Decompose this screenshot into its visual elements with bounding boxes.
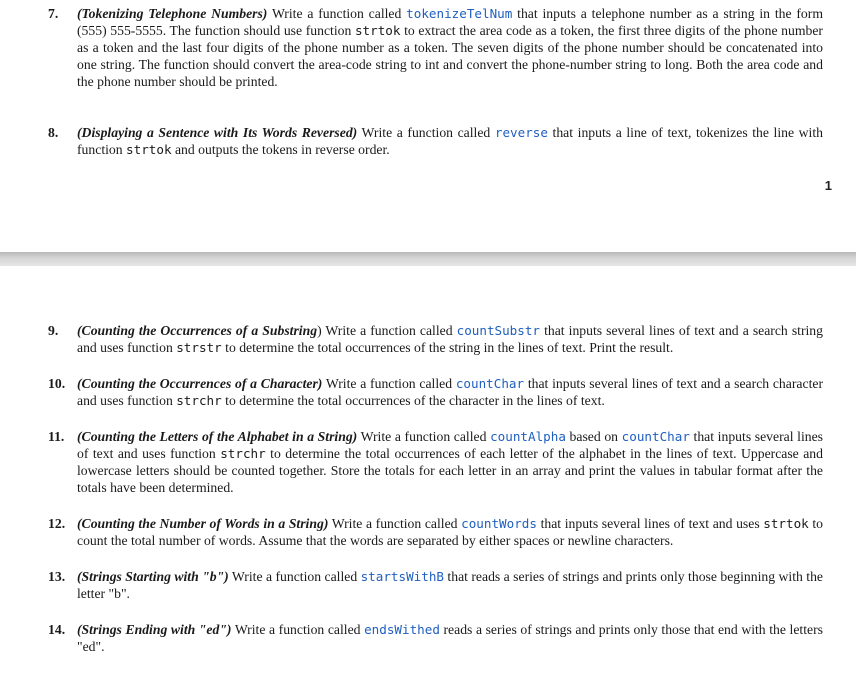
exercise-text: (Counting the Occurrences of a Substring) Write a function called countSubstr that inputs several lines of text and a search string and uses function strstr to determine the total occurrences of the string in the lines of text. Print the result. [77,323,823,355]
exercise-title: (Strings Starting with "b") [77,569,229,584]
exercise-number: 9. [48,323,59,338]
exercise-text: (Tokenizing Telephone Numbers) Write a function called tokenizeTelNum that inputs a telephone number as a string in the form (555) 555-5555. The function should use function strtok to extract the area code as a token, the first three digits of the phone number as a token and the last four digits of the phone number as a token. The seven digits of the phone number should be concatenated into one string. The function should convert the area-code string to int and convert the phone-number string to long. Both the area code and the phone number should be printed. [77,6,823,89]
function-name: reverse [494,125,548,140]
exercise-12 [48,515,823,549]
exercise-14 [48,621,823,655]
exercise-text: (Displaying a Sentence with Its Words Reversed) Write a function called reverse that inputs a line of text, tokenizes the line with function strtok and outputs the tokens in reverse order. [77,125,823,157]
function-name: countWords [461,516,537,531]
library-function: strtok [126,142,172,157]
exercise-title: (Strings Ending with "ed") [77,622,232,637]
exercise-number: 11. [48,429,65,444]
library-function: strchr [176,393,222,408]
exercise-text: (Strings Starting with "b") Write a function called startsWithB that reads a series of strings and prints only those beginning with the letter "b". [77,569,823,601]
exercise-number: 12. [48,516,66,531]
function-name: tokenizeTelNum [406,6,513,21]
function-name: countSubstr [456,323,541,338]
exercise-title: (Counting the Occurrences of a Substring [77,323,318,338]
exercise-8 [48,124,823,158]
exercise-title: (Displaying a Sentence with Its Words Reversed) [77,125,358,140]
page-2 [0,266,856,698]
exercise-title: (Tokenizing Telephone Numbers) [77,6,268,21]
exercise-title: (Counting the Letters of the Alphabet in a String) [77,429,358,444]
exercise-number: 7. [48,6,59,21]
exercise-9 [48,322,823,356]
exercise-number: 10. [48,376,66,391]
library-function: strtok [354,23,401,38]
function-name: countChar [455,376,525,391]
page-number: 1 [824,178,832,193]
exercise-number: 14. [48,622,66,637]
function-name: startsWithB [360,569,444,584]
function-name: countAlpha [490,429,566,444]
library-function: strtok [763,516,809,531]
exercise-10 [48,375,823,409]
page-1 [0,0,856,252]
exercise-text: (Counting the Letters of the Alphabet in a String) Write a function called countAlpha based on countChar that inputs several lines of text and uses function strchr to determine the total occurrences of each letter of the alphabet in the lines of text. Uppercase and lowercase letters should be counted together. Store the totals for each letter in an array and print the values in tabular format after the totals have been determined. [77,429,823,495]
library-function: strchr [220,446,266,461]
exercise-text: (Counting the Number of Words in a String) Write a function called countWords that inputs several lines of text and uses strtok to count the total number of words. Assume that the words are separated by either spaces or newline characters. [77,516,823,548]
exercise-text: (Counting the Occurrences of a Character) Write a function called countChar that inputs several lines of text and a search character and uses function strchr to determine the total occurrences of the character in the lines of text. [77,376,823,408]
exercise-title: (Counting the Number of Words in a String) [77,516,329,531]
library-function: strstr [176,340,222,355]
exercise-title: (Counting the Occurrences of a Character) [77,376,323,391]
page-separator [0,252,856,266]
exercise-13 [48,568,823,602]
exercise-number: 8. [48,125,59,140]
exercise-7 [48,5,823,90]
exercise-11 [48,428,823,496]
function-name: countChar [621,429,690,444]
exercise-text: (Strings Ending with "ed") Write a function called endsWithed reads a series of strings and prints only those that end with the letters "ed". [77,622,823,654]
exercise-number: 13. [48,569,66,584]
function-name: endsWithed [364,622,440,637]
